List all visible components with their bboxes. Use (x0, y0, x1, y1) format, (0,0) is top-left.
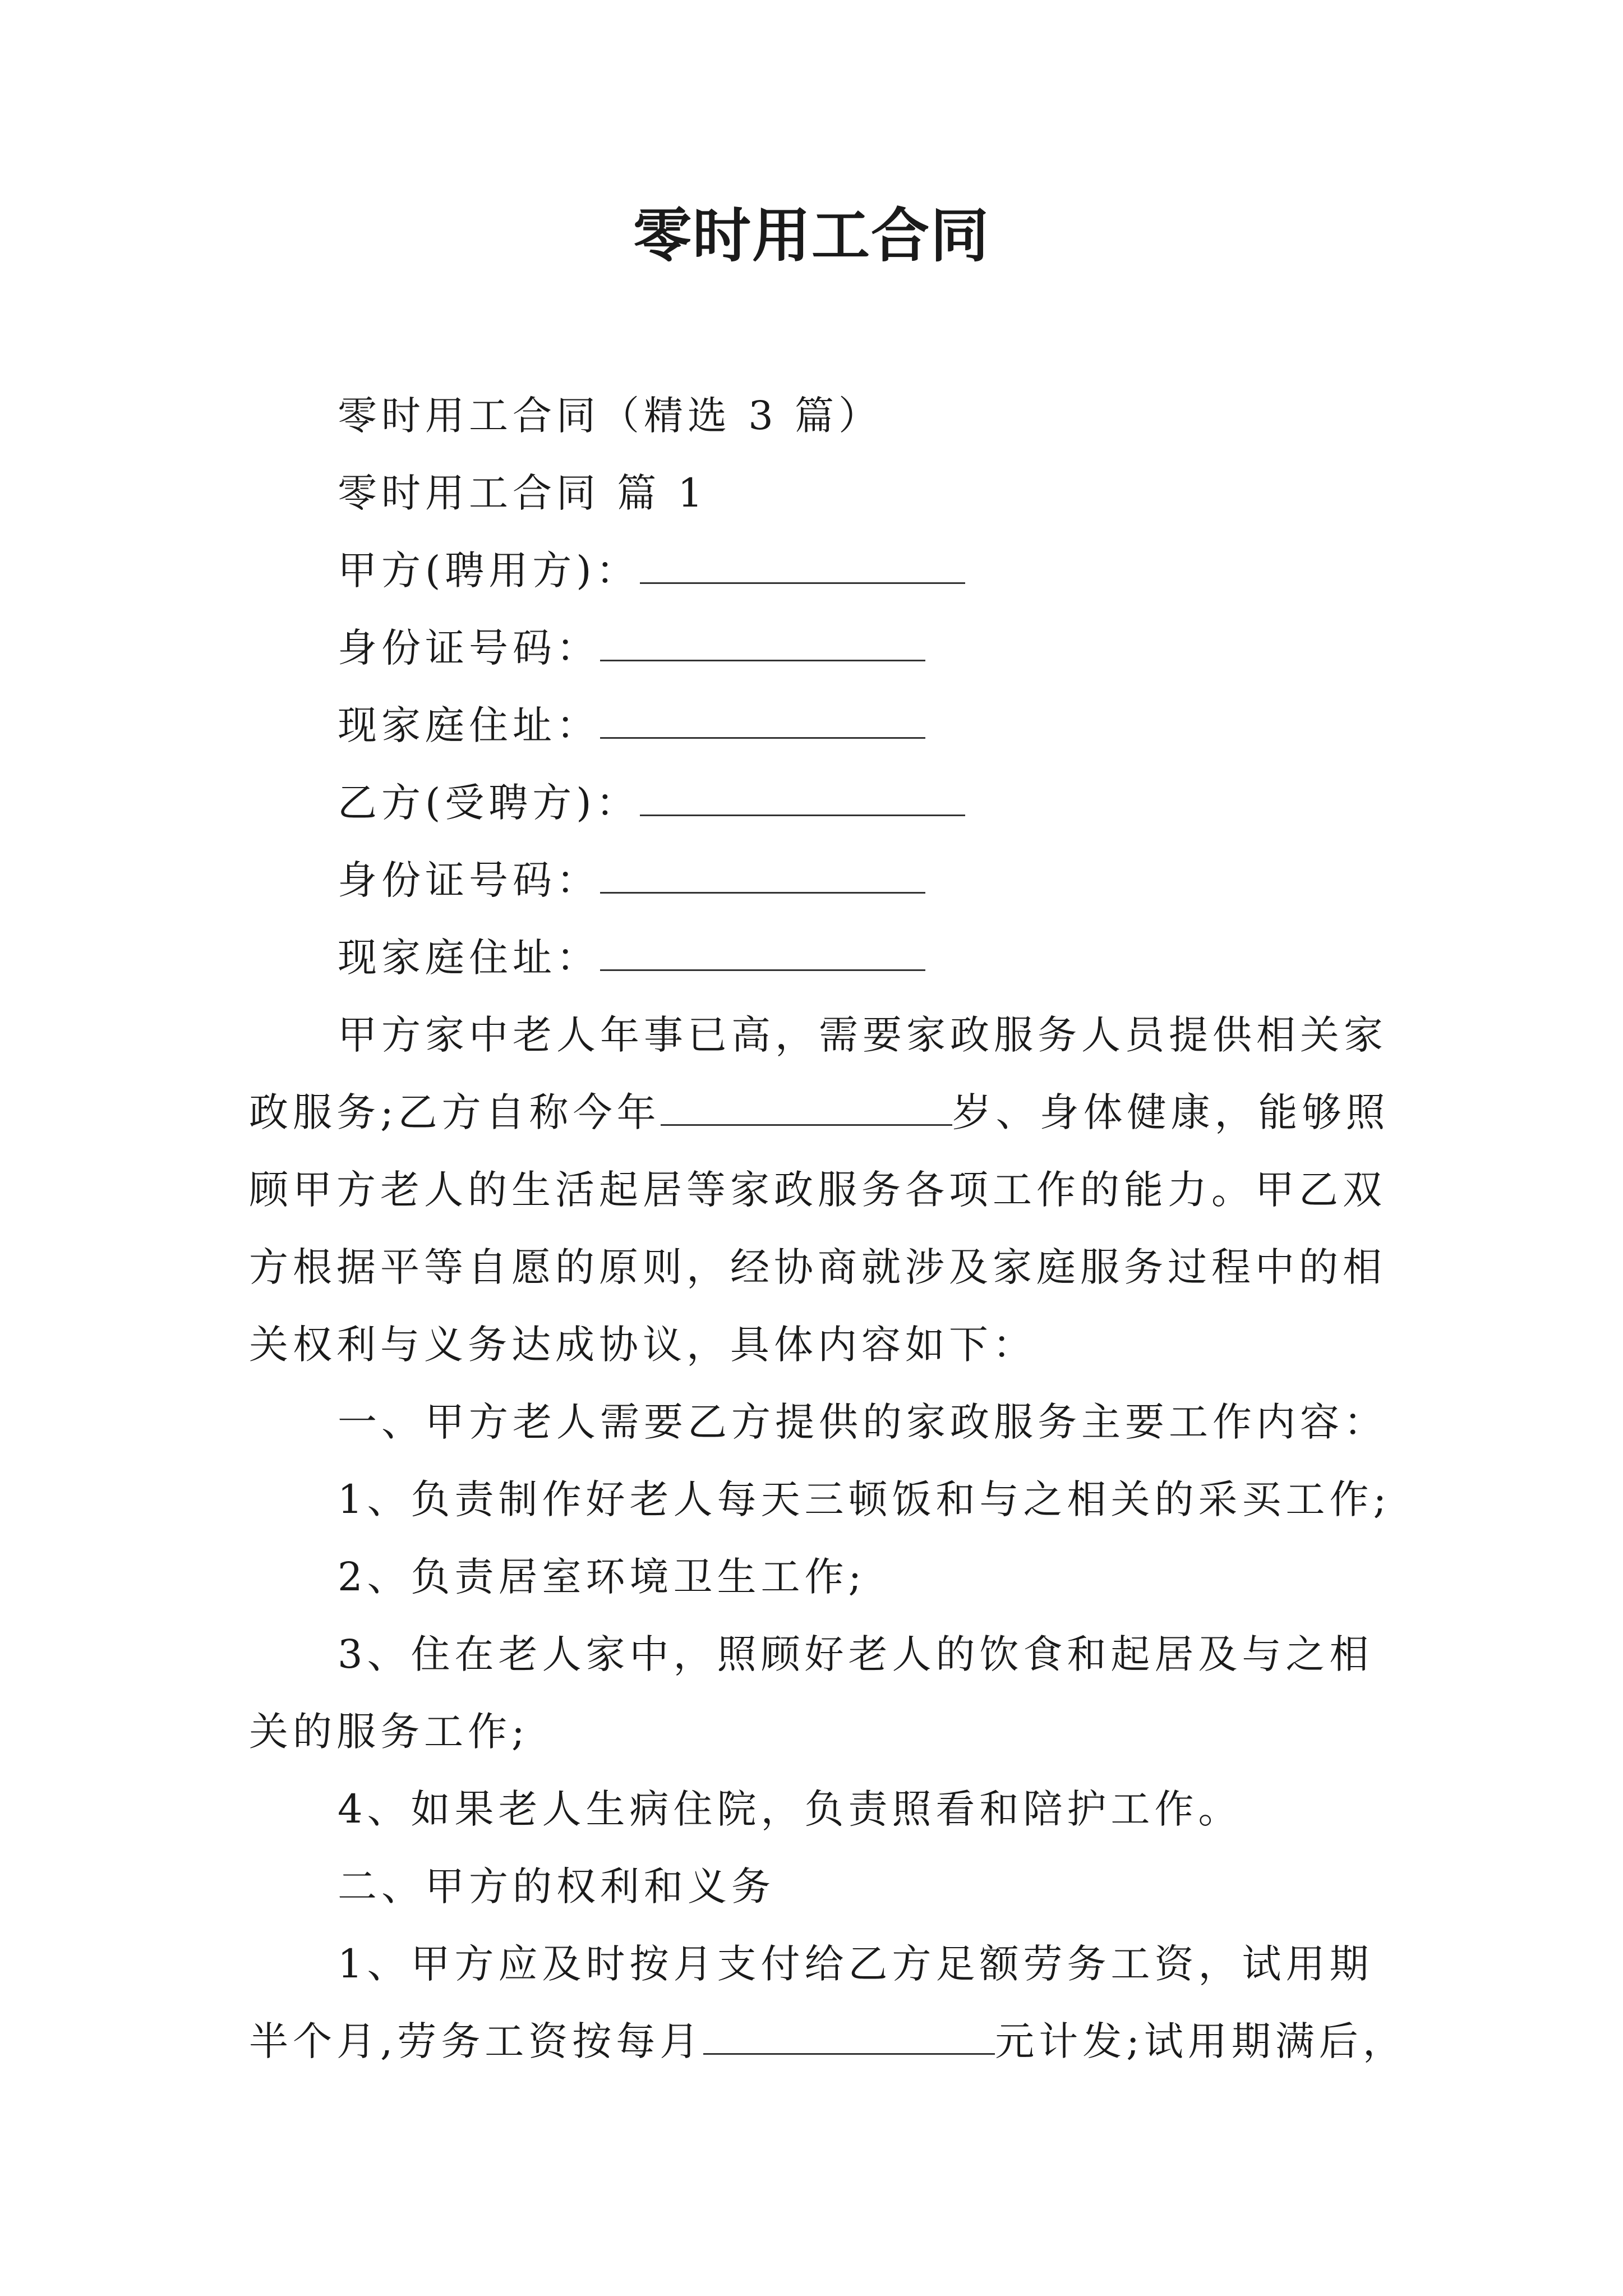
section-heading: 一、甲方老人需要乙方提供的家政服务主要工作内容： (338, 1399, 1387, 1445)
section-heading: 二、甲方的权利和义务 (338, 1864, 775, 1910)
subtitle-line: 零时用工合同（精选 3 篇） (338, 393, 883, 439)
blank-line (600, 703, 925, 739)
blank-line (600, 858, 925, 894)
text-segment: 半个月,劳务工资按每月 (249, 2018, 704, 2064)
paragraph-line: 顾甲方老人的生活起居等家政服务各项工作的能力。甲乙双 (249, 1167, 1386, 1213)
list-item-continuation (249, 2003, 1407, 2080)
paragraph-line: 甲方家中老人年事已高，需要家政服务人员提供相关家 (338, 1012, 1387, 1058)
blank-line (661, 1091, 952, 1126)
field-party-a-id (249, 609, 1387, 687)
field-party-b (249, 764, 1387, 841)
chapter-line: 零时用工合同 篇 1 (338, 470, 708, 516)
text-segment: 岁、身体健康，能够照 (952, 1089, 1390, 1135)
blank-line (600, 626, 925, 661)
field-party-b-address (249, 919, 1387, 996)
field-party-b-id (249, 841, 1387, 919)
paragraph-line (249, 1074, 1390, 1151)
list-item-continuation: 关的服务工作; (249, 1709, 529, 1755)
text-segment: 政服务;乙方自称今年 (249, 1089, 661, 1135)
field-label: 现家庭住址： (338, 702, 600, 748)
list-item: 2、负责居室环境卫生工作; (338, 1554, 866, 1600)
field-label: 乙方(受聘方)： (338, 780, 640, 826)
list-item: 4、如果老人生病住院，负责照看和陪护工作。 (338, 1786, 1242, 1832)
field-label: 身份证号码： (338, 625, 600, 671)
list-item: 1、甲方应及时按月支付给乙方足额劳务工资，试用期 (338, 1941, 1373, 1987)
blank-line (600, 936, 925, 971)
list-item: 3、住在老人家中，照顾好老人的饮食和起居及与之相 (338, 1631, 1373, 1677)
field-label: 身份证号码： (338, 857, 600, 903)
text-segment: 元计发;试用期满后， (995, 2018, 1407, 2064)
blank-line (640, 781, 965, 816)
paragraph-line: 关权利与义务达成协议，具体内容如下： (249, 1322, 1036, 1368)
field-party-a (249, 532, 1387, 609)
blank-line (703, 2019, 995, 2055)
field-label: 现家庭住址： (338, 935, 600, 981)
field-label: 甲方(聘用方)： (338, 547, 640, 593)
document-title: 零时用工合同 (633, 201, 990, 270)
list-item: 1、负责制作好老人每天三顿饭和与之相关的采买工作; (338, 1476, 1391, 1522)
blank-line (640, 549, 965, 584)
field-party-a-address (249, 687, 1387, 764)
document-body (249, 377, 1407, 2080)
paragraph-line: 方根据平等自愿的原则，经协商就涉及家庭服务过程中的相 (249, 1244, 1386, 1290)
